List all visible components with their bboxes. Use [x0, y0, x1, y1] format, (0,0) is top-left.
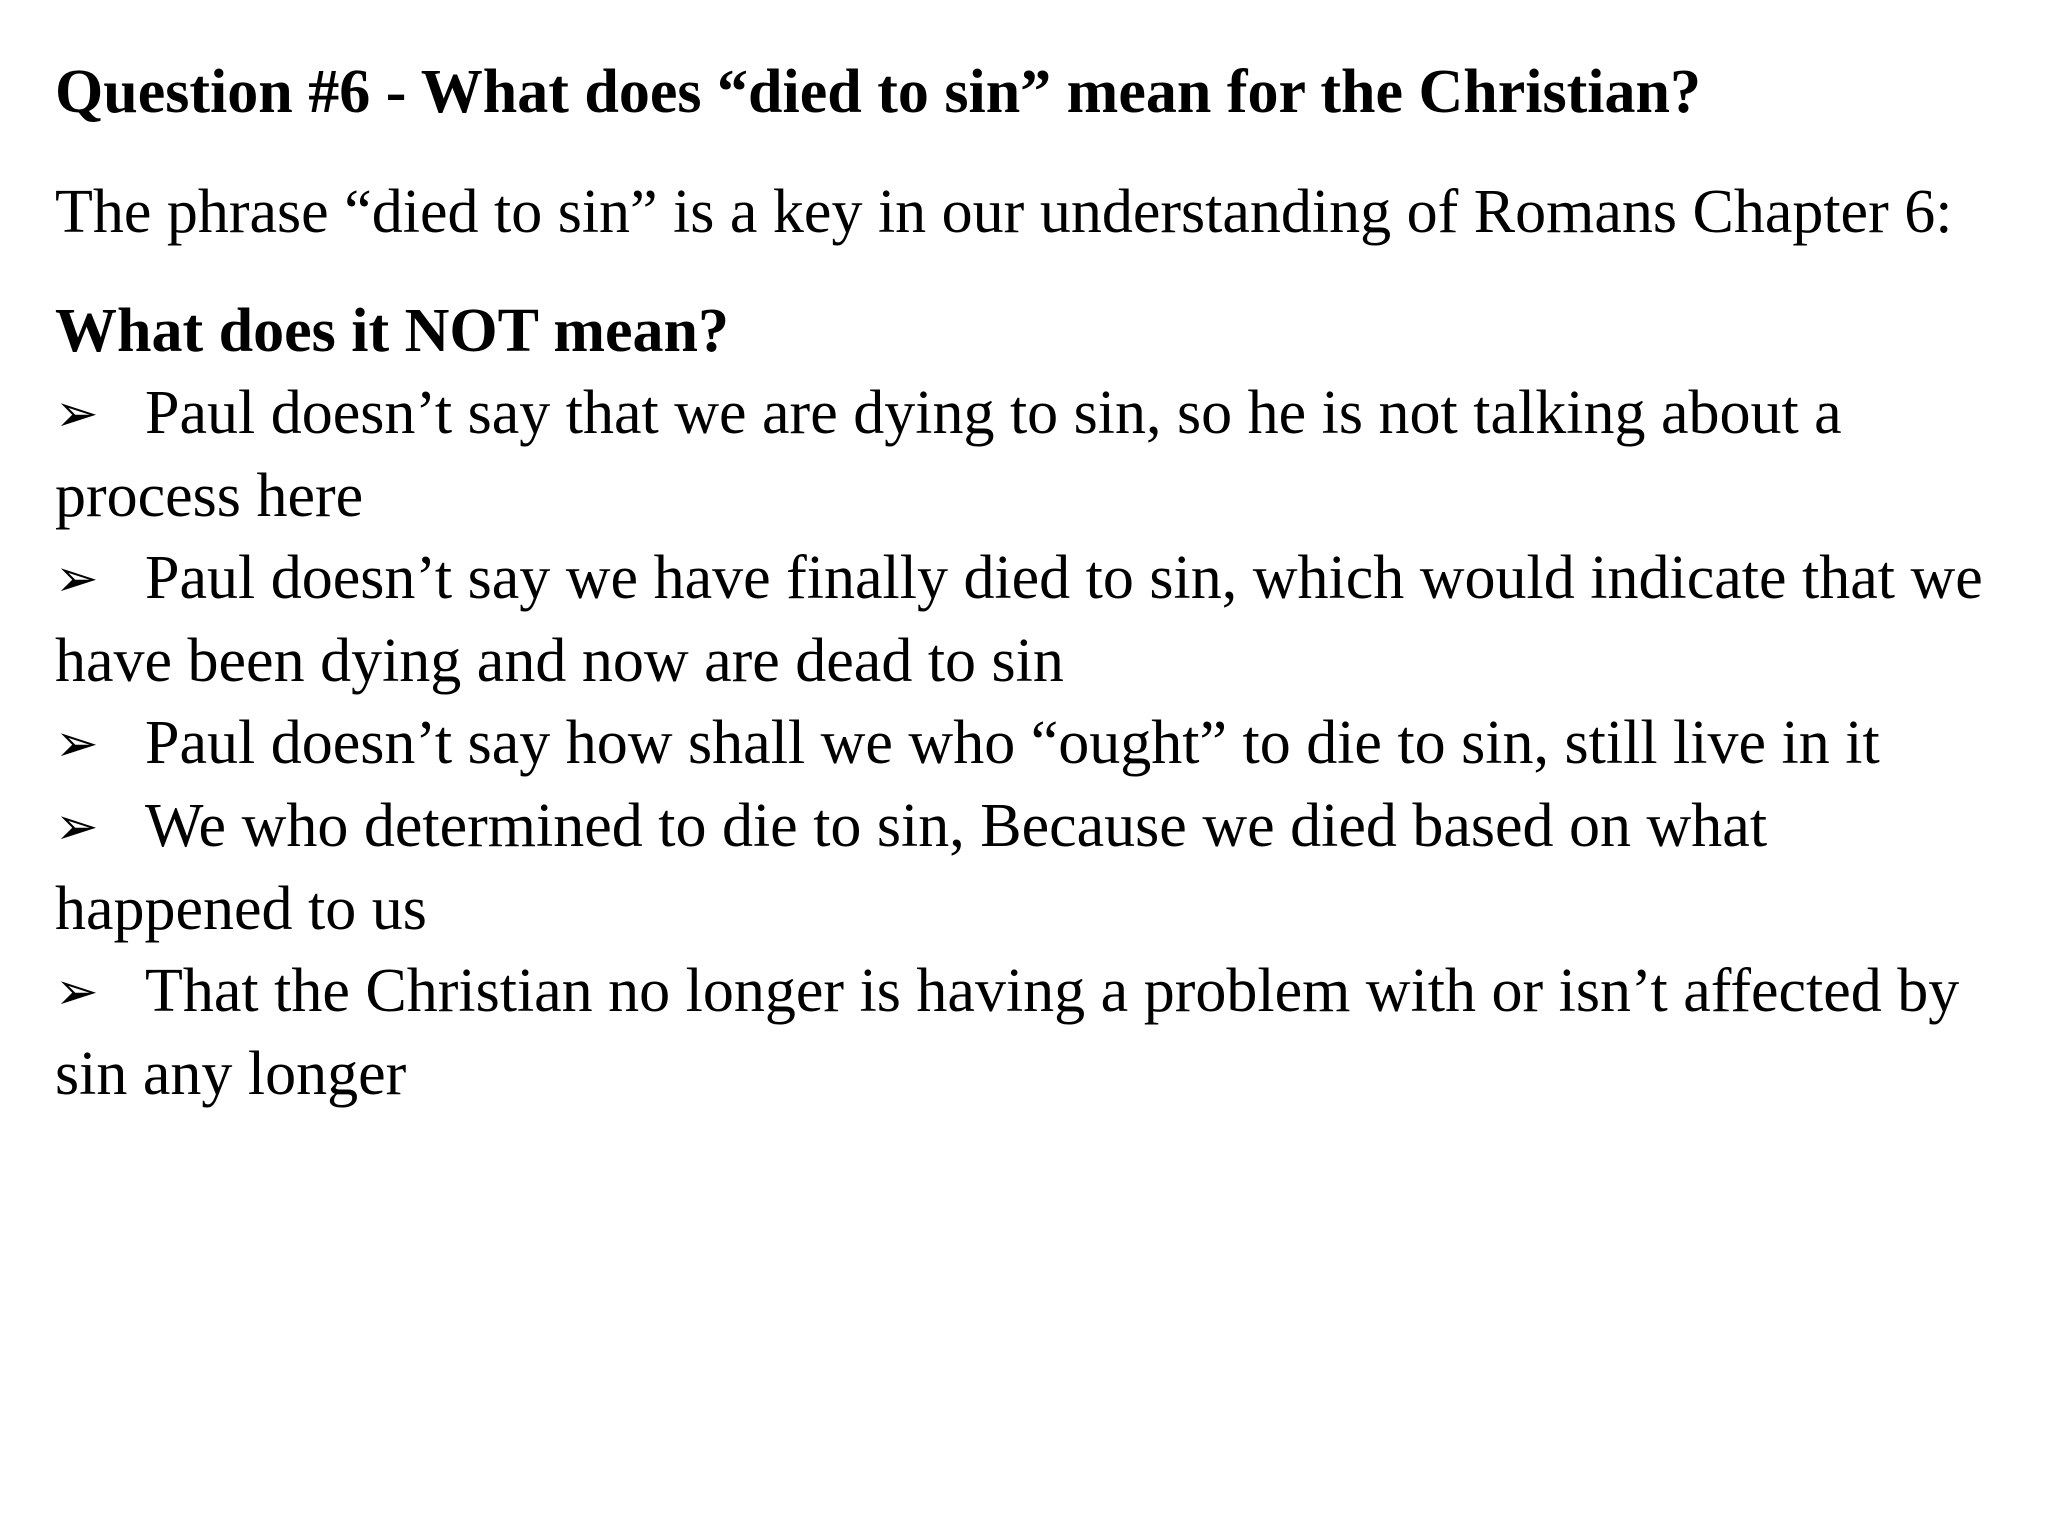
list-item	[55, 372, 2005, 537]
arrowhead-bullet-icon: ➢	[55, 384, 99, 444]
section-heading: What does it NOT mean?	[55, 297, 730, 365]
list-item-text: Paul doesn’t say we have finally died to sin, which would indicate that we have been dying and now are dead to sin	[55, 544, 1983, 695]
intro-paragraph: The phrase “died to sin” is a key in our understanding of Romans Chapter 6:	[55, 178, 1953, 246]
arrowhead-bullet-icon: ➢	[55, 797, 99, 857]
list-item-text: Paul doesn’t say that we are dying to sin, so he is not talking about a process here	[55, 379, 1842, 530]
arrowhead-bullet-icon: ➢	[55, 549, 99, 609]
list-item	[55, 950, 2005, 1115]
arrowhead-bullet-icon: ➢	[55, 962, 99, 1022]
document-page	[55, 50, 2005, 1115]
arrowhead-bullet-icon: ➢	[55, 714, 99, 774]
list-item-text: That the Christian no longer is having a problem with or isn’t affected by sin any longer	[55, 957, 1960, 1108]
bullet-list	[55, 372, 2005, 1115]
list-item-text: Paul doesn’t say how shall we who “ought” to die to sin, still live in it	[145, 709, 1880, 777]
page-title: Question #6 - What does “died to sin” mean for the Christian?	[55, 58, 1701, 126]
list-item	[55, 537, 2005, 702]
list-item	[55, 702, 2005, 785]
list-item	[55, 785, 2005, 950]
list-item-text: We who determined to die to sin, Because we died based on what happened to us	[55, 792, 1768, 943]
